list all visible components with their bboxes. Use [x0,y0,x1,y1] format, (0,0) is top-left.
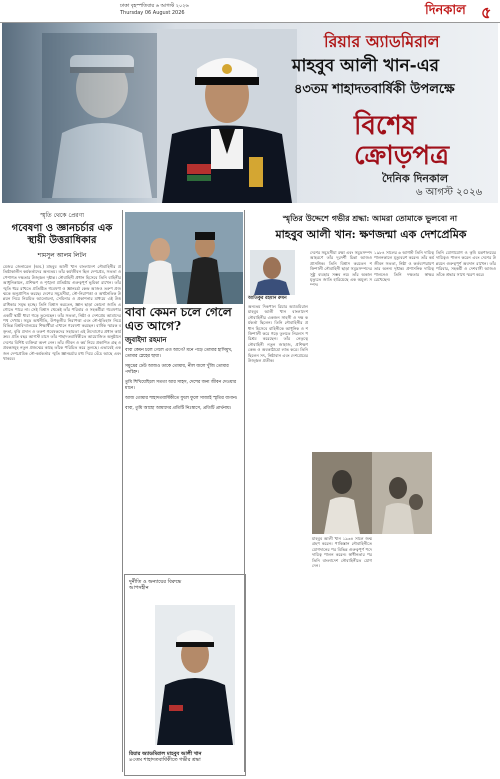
banner-rank: রিয়ার অ্যাডমিরাল [324,32,440,51]
main-article-col3: ১৯৮৪ সালের ৬ আগস্ট তিনি দায়িত্ব পালনকালে মৃত্যুবরণ করেন। তাঁর কর্মজীবন সততা, নিষ্ঠা ও কর্তব্যপরায়ণতার অনন্য দৃষ্টান্ত। প্রশাসনিক দায়িত্ব পালনেও তিনি দক্ষতার স্বাক্ষর রেখেছেন। [374,250,436,283]
tribute-advertisement [124,574,246,776]
author-name: আতিকুর রহমান রুমন [248,296,287,301]
banner-occasion: ৪৩তম শাহাদতবার্ষিকী উপলক্ষে [294,82,455,97]
poem-stanza: বাবা, তুমি আছো আমাদের প্রতিটি নিঃশ্বাসে, প্রতিটি প্রার্থনায়। [125,406,232,411]
left-article-byline: শামসুল আলম লিটন [37,252,87,259]
ad-name: রিয়ার অ্যাডমিরাল মাহবুব আলী খান [129,751,202,757]
main-article-col4: মাহবুব আলী খান ১৯৩৪ সালে জন্মগ্রহণ করেন। পাকিস্তান নৌবাহিনীতে যোগদানের পর বিভিন্ন গুরুত্বপূর্ণ পদে দায়িত্ব পালন করেন। স্বাধীনতার পর তিনি বাংলাদেশ নৌবাহিনীতে যোগ দেন। [312,536,374,569]
family-photo-image [125,212,243,304]
banner-date: ৬ আগস্ট ২০২৬ [416,187,483,198]
main-article-col5: তিনি যোগাযোগ ও কৃষি মন্ত্রণালয়ের দায়িত্বও পালন করেন এবং দেশের উন্নয়নে গুরুত্বপূর্ণ অবদান রাখেন। তাঁর পরিবার, সহকর্মী ও দেশবাসী আজও তাঁকে শ্রদ্ধার সাথে স্মরণ করে। [436,250,498,277]
ghost-portrait-image [42,33,162,198]
poem-stanza: তুমি শিখিয়েছিলে সততা আর সাহস, দেশের জন্য জীবন দেওয়ার মানে। [125,380,237,391]
poem-stanza: আজ তোমার শাহাদতবার্ষিকীতে ফুলে ফুলে সাজাই স্মৃতির বাগান। [125,396,238,401]
ad-tribute-text: ৪৩তম শাহাদতবার্ষিকীতে গভীর শ্রদ্ধা [129,757,201,763]
left-article-body: মেজর জেনারেল (অব.) মাহবুব আলী খান বাংলাদেশ নৌবাহিনীর প্রতিষ্ঠাকালীন কর্মকর্তাদের অন্যতম। তাঁর কর্মজীবন ছিল দেশপ্রেম, সততা ও পেশাগত দক্ষতার উজ্জ্বল দৃষ্টান্ত। নৌবাহিনী প্রধান হিসেবে তিনি বাহিনীর আধুনিকায়ন, প্রশিক্ষণ ও শৃঙ্খলা প্রতিষ্ঠায় গুরুত্বপূর্ণ ভূমিকা রাখেন। তাঁর স্মৃতি ধরে রাখতে প্রতিষ্ঠিত গবেষণা ও জ্ঞানচর্চা কেন্দ্র আজও তরুণ প্রজন্মকে অনুপ্রাণিত করছে। দেশের সমুদ্রসীমা, নৌ-নিরাপত্তা ও অর্থনৈতিক উন্নয়ন নিয়ে নিয়মিত আলোচনা, সেমিনার ও প্রকাশনার মাধ্যমে এই উত্তরাধিকার সমৃদ্ধ হচ্ছে। তিনি বিশ্বাস করতেন, জ্ঞান ছাড়া কোনো জাতি এগোতে পারে না। সেই বিশ্বাস থেকেই তাঁর পরিবার ও সহকর্মীরা গবেষণার একটি স্থায়ী ধারা গড়ে তুলেছেন। তাঁর সততা, নিষ্ঠা ও দেশপ্রেম আমাদের পথ দেখায়। সমুদ্র অর্থনীতি, উপকূলীয় নিরাপত্তা এবং নৌ-ইতিহাস নিয়ে বিভিন্ন বিশ্ববিদ্যালয়ের শিক্ষার্থীরা এখানে গবেষণা করছেন। বার্ষিক স্মারক বক্তৃতা, বৃত্তি প্রদান ও তরুণ গবেষকদের সহায়তা এই উদ্যোগের প্রধান কার্যক্রম। প্রতি বছর আগস্ট মাসে তাঁর শাহাদতবার্ষিকীতে আয়োজিত অনুষ্ঠানে দেশের বিশিষ্ট ব্যক্তিরা অংশ নেন। তাঁর জীবন ও কর্ম নিয়ে প্রকাশিত গ্রন্থ ও প্রবন্ধসমূহ নতুন প্রজন্মের কাছে তাঁকে পরিচিত করে তুলছে। এভাবেই একজন দেশপ্রেমিক নৌ-কর্মকর্তার স্মৃতি জ্ঞানচর্চার মধ্য দিয়ে বেঁচে আছে এবং থাকবে। [3,264,121,361]
column-divider [244,210,245,772]
author-photo-image [250,250,295,295]
newspaper-logo: দিনকাল [425,3,466,18]
ad-top-text: দুর্নীতি ও অন্যায়ের বিরুদ্ধে আপসহীন [129,579,182,591]
main-article-kicker: স্মৃতির উদ্দেশে গভীর শ্রদ্ধা: আমরা তোমাকে ভুলবো না [282,213,458,223]
banner-paper-name: দৈনিক দিনকাল [382,172,449,185]
main-article-col1: অন্যতম দিকপাল রিয়ার অ্যাডমিরাল মাহবুব আলী খান বাংলাদেশ নৌবাহিনীর একজন সাহসী ও দক্ষ কর্মকর্তা ছিলেন। তিনি নৌবাহিনীর প্রধান হিসেবে বাহিনীকে আধুনিক ও শক্তিশালী করে গড়ে তুলতে নিরলস পরিশ্রম করেছেন। তাঁর নেতৃত্বে নৌবাহিনী নতুন জাহাজ, প্রশিক্ষণ কেন্দ্র ও অবকাঠামো লাভ করে। তিনি ছিলেন সৎ, নিষ্ঠাবান এবং দেশপ্রেমের উজ্জ্বল প্রতীক। [248,304,310,364]
date-english: Thursday 06 August 2026 [120,10,185,16]
poem-byline: জুবাইদা রহমান [125,335,167,344]
banner-special-supplement: বিশেষ ক্রোড়পত্র [354,111,450,171]
main-article-col2: দেশের সমুদ্রসীমা রক্ষা এবং সমুদ্রসম্পদ আহরণে তাঁর দূরদর্শী চিন্তা আজও প্রাসঙ্গিক। তিনি বিশ্বাস করতেন শক্তিশালী নৌবাহিনী ছাড়া সমুদ্রসম্পদের সুষ্ঠু ব্যবহার সম্ভব নয়। তাঁর অকাল মৃত্যুতে জাতি হারিয়েছে এক অমূল্য সম্পদ। [310,250,374,288]
supplement-banner [2,23,498,203]
main-article-headline: মাহবুব আলী খান: ক্ষণজন্মা এক দেশপ্রেমিক [275,228,467,241]
ad-portrait-image [155,605,235,745]
ad-bottom-text [129,751,239,763]
left-article-headline: গবেষণা ও জ্ঞানচর্চার এক স্থায়ী উত্তরাধিকার [11,223,113,246]
column-divider [122,210,123,772]
family-archive-photo-image [312,452,432,534]
left-article [3,210,121,779]
page-number: ৫ [481,3,492,22]
banner-name: মাহবুব আলী খান-এর [292,56,440,76]
header-dates [120,3,189,17]
officer-portrait-image [157,29,297,203]
page-header [0,0,500,23]
poem-headline: বাবা কেমন চলে গেলে এত আগে? [125,305,232,333]
poem-body [125,348,243,416]
date-bangla: ঢাকা বৃহস্পতিবার ৬ আগস্ট ২০২৬ [120,3,189,9]
poem-stanza: বাবা কেমন চলে গেলে এত আগে? মনে পড়ে তোমার হাসিমুখ, তোমার স্নেহের ছায়া। [125,348,233,359]
left-article-kicker: স্মৃতি থেকে প্রেরণা [40,212,84,219]
poem-stanza: সমুদ্রের ঢেউ আজও ডাকে তোমায়, নীল জলে খুঁজি তোমার পদচিহ্ন। [125,364,229,375]
